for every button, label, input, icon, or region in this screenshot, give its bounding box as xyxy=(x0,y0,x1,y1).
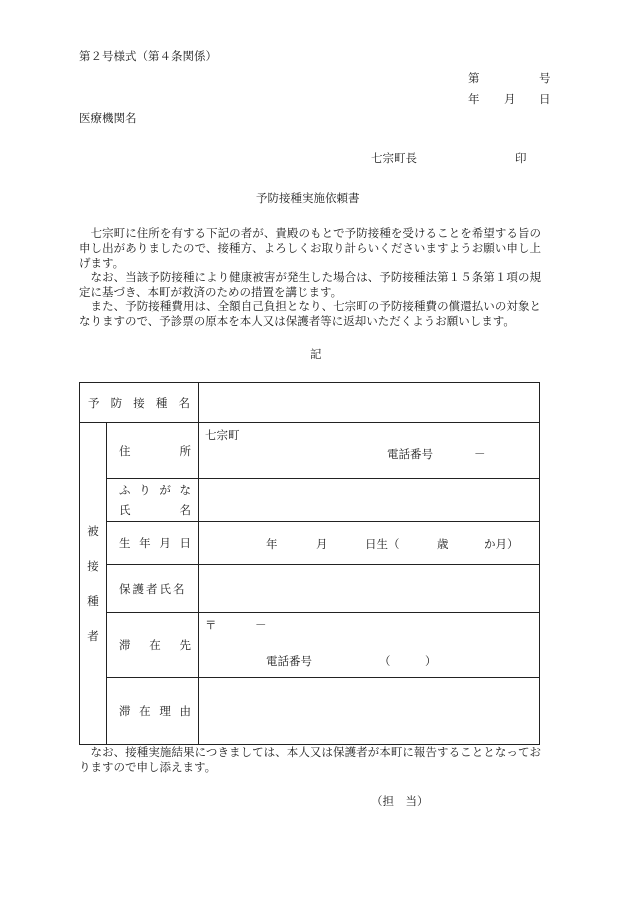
vaccine-name-label: 予 防 接 種 名 xyxy=(88,395,190,410)
birthdate-row xyxy=(80,522,540,565)
reason-row xyxy=(80,678,540,745)
guardian-field[interactable] xyxy=(199,565,540,613)
birth-age-label: 歳 xyxy=(437,537,449,551)
form-number: 第２号様式（第４条関係） xyxy=(79,49,217,63)
stay-label: 滞 在 先 xyxy=(119,638,191,652)
birth-months-label: か月） xyxy=(484,537,519,551)
contact-person: （担 当） xyxy=(371,794,429,808)
birth-day-label: 日生（ xyxy=(365,537,400,551)
furigana-label: ふ り が な xyxy=(119,483,191,497)
stay-phone-label: 電話番号 xyxy=(266,654,312,668)
guardian-row xyxy=(80,565,540,613)
body-paragraph-3: また、予防接種費用は、全額自己負担となり、七宗町の予防接種費の償還払いの対象となりますので、予診票の原本を本人又は保護者等に返却いただくようお願いします。 xyxy=(79,299,541,328)
date-day: 日 xyxy=(539,92,551,106)
stay-row xyxy=(80,613,540,678)
birthdate-label: 生 年 月 日 xyxy=(119,536,191,550)
reason-label: 滞 在 理 由 xyxy=(119,704,191,718)
stay-field[interactable] xyxy=(199,613,540,678)
guardian-label: 保護者氏名 xyxy=(119,581,187,596)
seal-mark: 印 xyxy=(515,151,527,165)
ki-marker: 記 xyxy=(310,347,322,361)
name-label xyxy=(107,480,198,520)
address-phone-label: 電話番号 xyxy=(387,447,433,461)
body-paragraph-1: 七宗町に住所を有する下記の者が、貴殿のもとで予防接種を受けることを希望する旨の申し出がありましたので、接種方、よろしくお取り計らいくださいますようお願い申し上げます。 xyxy=(79,226,541,270)
recipient-label: 被 接 種 者 xyxy=(87,524,99,643)
doc-number-prefix: 第 xyxy=(468,71,480,85)
vaccine-name-row xyxy=(80,383,540,423)
address-phone-dash: － xyxy=(474,447,486,461)
birth-month-label: 月 xyxy=(316,537,328,551)
date-year: 年 xyxy=(468,92,480,106)
vaccination-form-table xyxy=(79,382,540,745)
address-row xyxy=(80,423,540,479)
address-field[interactable] xyxy=(199,423,540,479)
name-field[interactable] xyxy=(199,479,540,522)
document-title: 予防接種実施依頼書 xyxy=(256,191,360,205)
body-paragraph-2: なお、当該予防接種により健康被害が発生した場合は、予防接種法第１５条第１項の規定に基づき、本町が救済のための措置を講じます。 xyxy=(79,270,541,299)
birthdate-field[interactable] xyxy=(199,522,540,565)
postal-mark: 〒 xyxy=(205,618,217,632)
date-month: 月 xyxy=(504,92,516,106)
full-name-label: 氏 名 xyxy=(119,503,191,517)
address-label: 住 所 xyxy=(119,443,191,458)
sender-title: 七宗町長 xyxy=(371,151,417,165)
name-row xyxy=(80,479,540,522)
doc-number-suffix: 号 xyxy=(539,71,551,85)
addressee: 医療機関名 xyxy=(79,111,137,125)
footer-note: なお、接種実施結果につきましては、本人又は保護者が本町に報告することとなっておりますので申し添えます。 xyxy=(79,745,541,774)
birth-year-label: 年 xyxy=(266,537,278,551)
vaccine-name-field[interactable] xyxy=(199,383,540,423)
address-town: 七宗町 xyxy=(205,428,240,442)
reason-field[interactable] xyxy=(199,678,540,745)
stay-phone-area: （ ） xyxy=(379,654,437,668)
postal-dash: － xyxy=(255,618,267,632)
